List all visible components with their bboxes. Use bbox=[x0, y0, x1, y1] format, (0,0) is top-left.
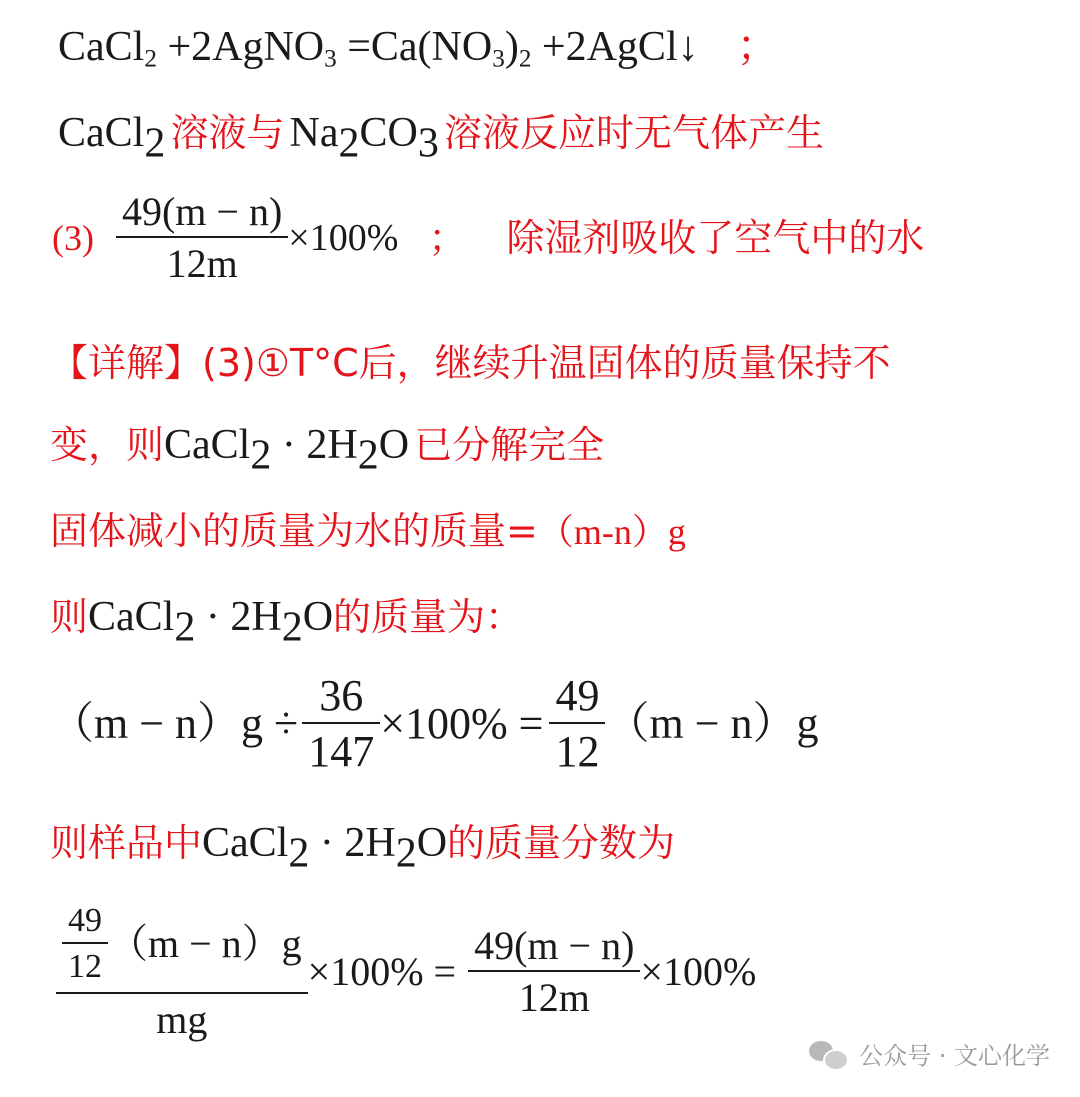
explanation-text: 已分解完全 bbox=[414, 423, 605, 467]
explanation-text: 固体减小的质量为水的质量= bbox=[50, 509, 538, 553]
fraction-numerator: 49 bbox=[62, 904, 108, 944]
explanation-text: 则 bbox=[50, 595, 89, 639]
separator: ； bbox=[736, 24, 779, 70]
formula-text: （m − n）g bbox=[108, 921, 302, 966]
formula-text: ×100% = bbox=[307, 949, 457, 994]
subscript: 3 bbox=[324, 45, 337, 73]
fraction bbox=[468, 923, 640, 1020]
wechat-icon bbox=[809, 1039, 849, 1069]
fraction bbox=[302, 671, 380, 776]
fraction bbox=[549, 671, 605, 776]
fraction-numerator: 49(m − n) bbox=[468, 926, 640, 972]
subscript: 2 bbox=[395, 830, 417, 877]
separator: ； bbox=[428, 216, 467, 260]
calculation-line-8 bbox=[50, 671, 819, 776]
fraction-denominator: 12m bbox=[518, 975, 590, 1020]
compound-fraction bbox=[56, 904, 308, 1040]
formula-text: Na bbox=[289, 110, 339, 156]
formula-text: （m − n）g ÷ bbox=[50, 699, 299, 748]
formula-text: CaCl bbox=[88, 594, 175, 640]
subscript: 2 bbox=[357, 432, 379, 479]
subscript: 2 bbox=[144, 120, 166, 167]
subscript: 2 bbox=[518, 45, 532, 73]
formula-text: ) bbox=[504, 24, 519, 70]
explanation-text: 的质量为： bbox=[333, 595, 524, 639]
formula-text: ×100% bbox=[288, 217, 399, 259]
explanation-line-6 bbox=[50, 509, 686, 553]
formula-text: CaCl bbox=[58, 24, 145, 70]
subscript: 3 bbox=[417, 120, 439, 167]
formula-text: CaCl bbox=[164, 422, 251, 468]
answer-line-3 bbox=[52, 189, 925, 286]
subscript: 2 bbox=[144, 45, 157, 73]
formula-text: O bbox=[378, 422, 410, 468]
calculation-line-10 bbox=[56, 904, 756, 1040]
formula-text: · 2H bbox=[195, 594, 282, 640]
formula-text: +2AgNO bbox=[156, 24, 325, 70]
explanation-text: 变，则 bbox=[50, 423, 165, 467]
watermark-text: 公众号 · 文心化学 bbox=[859, 1042, 1050, 1070]
formula-text: （m-n）g bbox=[537, 512, 686, 552]
equation-line-1 bbox=[58, 24, 779, 73]
formula-text: CaCl bbox=[202, 820, 289, 866]
formula-text: · 2H bbox=[271, 422, 358, 468]
subscript: 2 bbox=[174, 604, 196, 651]
subscript: 2 bbox=[250, 432, 272, 479]
formula-text: +2AgCl↓ bbox=[531, 24, 699, 70]
answer-text: 溶液反应时无气体产生 bbox=[443, 111, 824, 155]
fraction-denominator: 12 bbox=[555, 727, 600, 776]
fraction bbox=[116, 189, 288, 286]
fraction-denominator: mg bbox=[156, 997, 208, 1042]
fraction bbox=[62, 904, 108, 984]
formula-text: （m − n）g bbox=[605, 699, 819, 748]
explanation-line-5 bbox=[50, 422, 605, 479]
fraction-denominator: 12 bbox=[68, 948, 102, 985]
explanation-line-7 bbox=[50, 594, 524, 651]
formula-text: · 2H bbox=[309, 820, 396, 866]
answer-line-2 bbox=[58, 110, 824, 167]
fraction-denominator: 12m bbox=[166, 241, 238, 286]
fraction-numerator: 49 bbox=[549, 674, 605, 724]
formula-text: CO bbox=[359, 110, 418, 156]
fraction-numerator: 49(m − n) bbox=[116, 192, 288, 238]
formula-text: CaCl bbox=[58, 110, 145, 156]
formula-text: ×100% = bbox=[380, 699, 544, 748]
watermark bbox=[809, 1036, 1050, 1071]
subscript: 2 bbox=[288, 830, 310, 877]
formula-text: O bbox=[416, 820, 448, 866]
answer-text: 溶液与 bbox=[170, 111, 285, 155]
explanation-text: 则样品中 bbox=[50, 821, 203, 865]
subscript: 2 bbox=[281, 604, 303, 651]
explanation-heading bbox=[50, 341, 891, 385]
answer-text: 除湿剂吸收了空气中的水 bbox=[506, 216, 925, 260]
explanation-line-9 bbox=[50, 820, 676, 877]
fraction-numerator bbox=[56, 904, 308, 994]
subscript: 3 bbox=[492, 45, 505, 73]
subscript: 2 bbox=[338, 120, 360, 167]
formula-text: ×100% bbox=[640, 949, 757, 994]
formula-text: =Ca(NO bbox=[336, 24, 493, 70]
formula-text: O bbox=[302, 594, 334, 640]
fraction-denominator: 147 bbox=[308, 727, 375, 776]
explanation-text: 的质量分数为 bbox=[447, 821, 676, 865]
fraction-numerator: 36 bbox=[302, 674, 380, 724]
question-number: (3) bbox=[52, 218, 94, 258]
explanation-text: 【详解】(3)①T°C后，继续升温固体的质量保持不 bbox=[50, 341, 891, 385]
